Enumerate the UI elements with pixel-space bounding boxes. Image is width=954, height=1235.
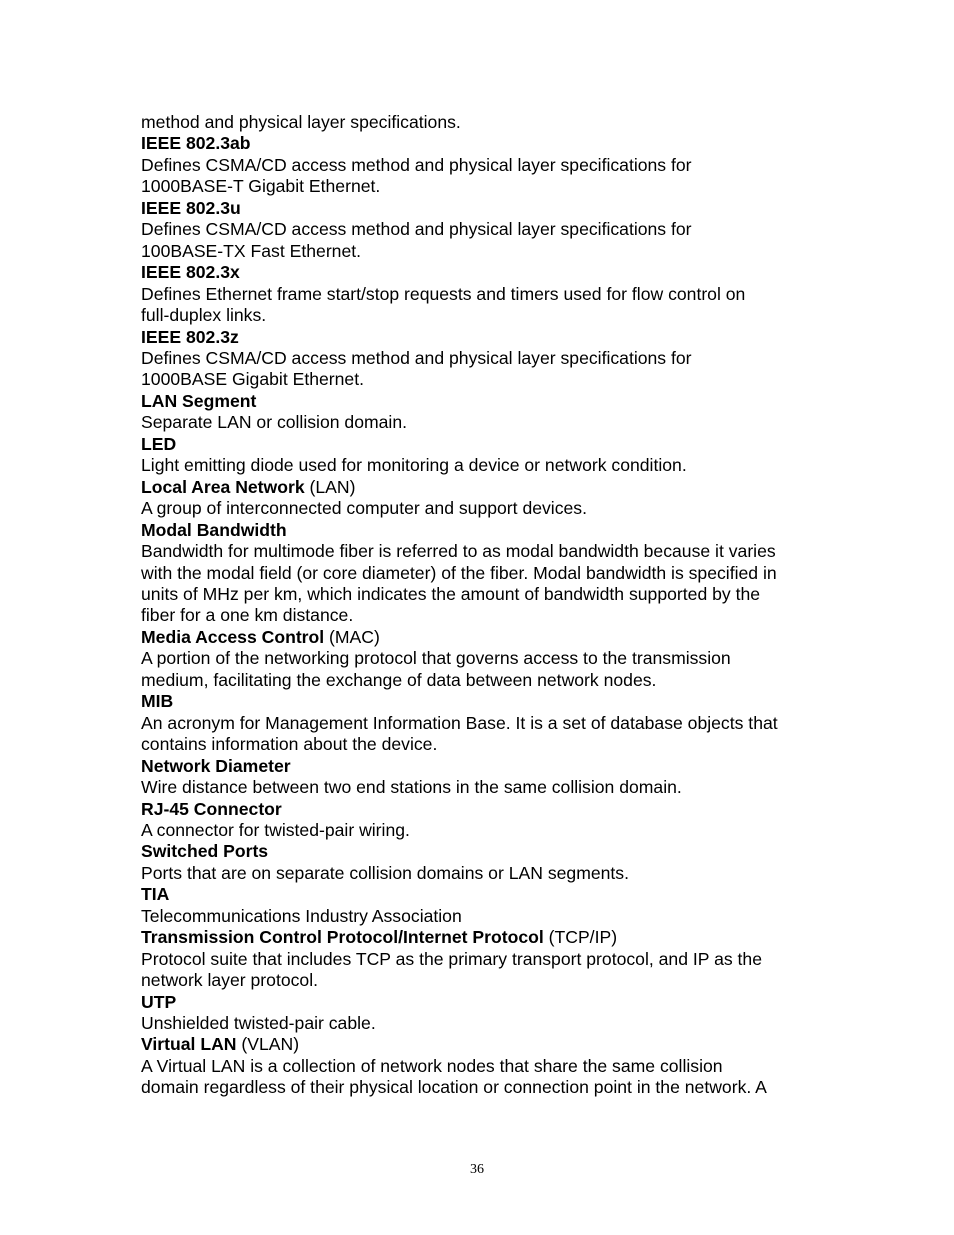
glossary-definition-line	[141, 970, 831, 991]
glossary-definition-text: Light emitting diode used for monitoring a device or network condition.	[141, 455, 687, 476]
glossary-term: RJ-45 Connector	[141, 798, 282, 819]
glossary-definition-text: domain regardless of their physical location or connection point in the network. A	[141, 1077, 767, 1098]
glossary-definition-text: Telecommunications Industry Association	[141, 905, 462, 926]
glossary-definition-text: 1000BASE Gigabit Ethernet.	[141, 369, 364, 390]
glossary-definition-text: An acronym for Management Information Base. It is a set of database objects that	[141, 712, 778, 733]
glossary-term-line	[141, 799, 831, 820]
glossary-term-line	[141, 262, 831, 283]
glossary-term-abbreviation: (TCP/IP)	[543, 927, 618, 948]
glossary-definition-line	[141, 219, 831, 240]
glossary-term: IEEE 802.3z	[141, 326, 239, 347]
glossary-definition-line	[141, 155, 831, 176]
glossary-definition-text: Protocol suite that includes TCP as the primary transport protocol, and IP as the	[141, 948, 762, 969]
glossary-term: IEEE 802.3u	[141, 197, 241, 218]
glossary-definition-text: Separate LAN or collision domain.	[141, 412, 408, 433]
glossary-term-line	[141, 327, 831, 348]
glossary-definition-text: 100BASE-TX Fast Ethernet.	[141, 240, 362, 261]
glossary-term: Virtual LAN	[141, 1034, 237, 1055]
glossary-term: TIA	[141, 884, 170, 905]
glossary-term-line	[141, 691, 831, 712]
glossary-definition-text: with the modal field (or core diameter) of the fiber. Modal bandwidth is specified in	[141, 562, 777, 583]
glossary-definition-text: contains information about the device.	[141, 734, 438, 755]
glossary-definition-line	[141, 863, 831, 884]
glossary-term-line	[141, 884, 831, 905]
glossary-definition-line	[141, 176, 831, 197]
glossary-definition-text: Ports that are on separate collision domains or LAN segments.	[141, 862, 629, 883]
glossary-definition-text: Wire distance between two end stations in the same collision domain.	[141, 777, 682, 798]
glossary-definition-line	[141, 949, 831, 970]
glossary-definition-line	[141, 412, 831, 433]
glossary-definition-line	[141, 369, 831, 390]
glossary-definition-text: Defines CSMA/CD access method and physical layer specifications for	[141, 347, 692, 368]
glossary-definition-line	[141, 563, 831, 584]
glossary-definition-text: A connector for twisted-pair wiring.	[141, 819, 410, 840]
glossary-definition-line	[141, 713, 831, 734]
glossary-term-line	[141, 841, 831, 862]
glossary-term: Transmission Control Protocol/Internet Protocol	[141, 927, 544, 948]
glossary-term-abbreviation: (MAC)	[324, 626, 380, 647]
glossary-definition-line	[141, 498, 831, 519]
glossary-definition-text: method and physical layer specifications.	[141, 112, 461, 132]
glossary-term: Modal Bandwidth	[141, 519, 287, 540]
glossary-term-line	[141, 992, 831, 1013]
glossary-definition-text: Defines CSMA/CD access method and physical layer specifications for	[141, 154, 692, 175]
glossary-term-line	[141, 391, 831, 412]
glossary-definition-line	[141, 1056, 831, 1077]
glossary-term-line	[141, 1034, 831, 1055]
glossary-definition-line	[141, 670, 831, 691]
glossary-definition-line	[141, 777, 831, 798]
glossary-definition-text: Defines CSMA/CD access method and physical layer specifications for	[141, 219, 692, 240]
glossary-term: Local Area Network	[141, 476, 305, 497]
glossary-definition-line	[141, 305, 831, 326]
glossary-definition-text: A group of interconnected computer and support devices.	[141, 498, 587, 519]
glossary-definition-text: 1000BASE-T Gigabit Ethernet.	[141, 176, 381, 197]
glossary-term-line	[141, 434, 831, 455]
glossary-term-line	[141, 477, 831, 498]
glossary-term-line	[141, 133, 831, 154]
glossary-definition-line	[141, 584, 831, 605]
glossary-definition-line	[141, 284, 831, 305]
glossary-term-line	[141, 927, 831, 948]
glossary-definition-line	[141, 1077, 831, 1098]
glossary-definition-text: A portion of the networking protocol that governs access to the transmission	[141, 648, 731, 669]
glossary-definition-text: medium, facilitating the exchange of data between network nodes.	[141, 669, 657, 690]
glossary-definition-text: full-duplex links.	[141, 305, 267, 326]
glossary-definition-line	[141, 112, 831, 133]
glossary-term-line	[141, 756, 831, 777]
glossary-definition-line	[141, 906, 831, 927]
glossary-definition-text: Unshielded twisted-pair cable.	[141, 1013, 376, 1034]
glossary-term: LAN Segment	[141, 390, 257, 411]
page-number: 36	[470, 1162, 484, 1177]
glossary-term: Network Diameter	[141, 755, 291, 776]
glossary-definition-line	[141, 348, 831, 369]
glossary-term-line	[141, 198, 831, 219]
glossary-definition-line	[141, 648, 831, 669]
glossary-definition-line	[141, 241, 831, 262]
glossary-term-line	[141, 627, 831, 648]
glossary-term-abbreviation: (VLAN)	[236, 1034, 300, 1055]
glossary-definition-line	[141, 605, 831, 626]
glossary-definition-line	[141, 541, 831, 562]
glossary-term: MIB	[141, 691, 174, 712]
glossary-definition-line	[141, 1013, 831, 1034]
glossary-definition-line	[141, 734, 831, 755]
glossary-term: UTP	[141, 991, 177, 1012]
glossary-definition-text: units of MHz per km, which indicates the amount of bandwidth supported by the	[141, 583, 761, 604]
glossary-definition-text: fiber for a one km distance.	[141, 605, 354, 626]
glossary-definition-text: Bandwidth for multimode fiber is referred to as modal bandwidth because it varies	[141, 541, 776, 562]
glossary-term: IEEE 802.3x	[141, 262, 240, 283]
glossary-definition-text: A Virtual LAN is a collection of network nodes that share the same collision	[141, 1055, 723, 1076]
glossary-definition-line	[141, 820, 831, 841]
glossary-term: IEEE 802.3ab	[141, 133, 251, 154]
glossary-term: Switched Ports	[141, 841, 269, 862]
glossary-definition-text: network layer protocol.	[141, 970, 318, 991]
glossary-term: Media Access Control	[141, 626, 325, 647]
glossary-definition-text: Defines Ethernet frame start/stop requests and timers used for flow control on	[141, 283, 746, 304]
glossary-definition-line	[141, 455, 831, 476]
glossary-body	[141, 112, 831, 1099]
glossary-term-abbreviation: (LAN)	[304, 476, 356, 497]
glossary-term-line	[141, 520, 831, 541]
glossary-term: LED	[141, 433, 177, 454]
